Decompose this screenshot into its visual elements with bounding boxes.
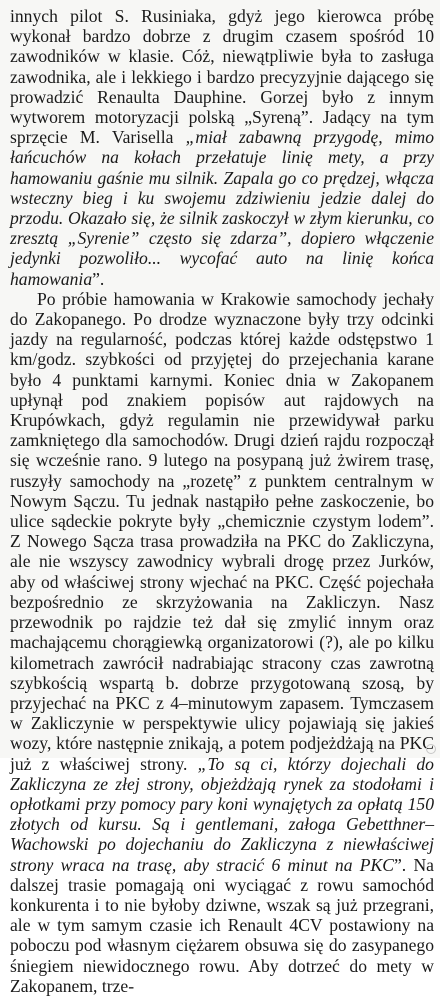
text-segment: ”. Na dalszej trasie pomagają oni wyciągać z rowu samochód konkurenta i to nie byłoby dziwne, wszak są już przegrani, ale w tym samym czasie ich Renault 4CV postawiony na poboczu pod własnym ciężarem obsuwa się do zasypanego śniegiem niewidocznego rowu. Aby dotrzeć do mety w Zakopanem, trze-: [10, 854, 434, 996]
text-segment: innych pilot S. Rusiniaka, gdyż jego kierowca próbę wykonał bardzo dobrze z drugim czasem spośród 10 zawodników w klasie. Cóż, niewątpliwie była to zasługa zawodnika, ale i lekkiego i bardzo precyzyjnie dającego się prowadzić Renaulta Dauphine. Gorzej było z innym wytworem motoryzacji polską „Syreną”. Jadący na tym sprzęcie M. Varisella: [10, 6, 434, 148]
text-segment: Po próbie hamowania w Krakowie samochody jechały do Zakopanego. Po drodze wyznaczone były trzy odcinki jazdy na regularność, podczas której każde odstępstwo 1 km/godz. szybkości od przyjętej do przejechania karane było 4 punktami karnymi. Koniec dnia w Zakopanem upłynął pod znakiem popisów aut rajdowych na Krupówkach, gdyż regulamin nie przewidywał parku zamkniętego dla samochodów. Drugi dzień rajdu rozpoczął się wcześnie rano. 9 lutego na posypaną już żwirem trasę, ruszyły samochody na „rozetę” z punktem centralnym w Nowym Sączu. Tu jednak nastąpiło pełne zaskoczenie, bo ulice sądeckie pokryte były „chemicznie czystym lodem”. Z Nowego Sącza trasa prowadziła na PKC do Zakliczyna, ale nie wszyscy zawodnicy wybrali drogę przez Jurków, aby od właściwej strony wjechać na PKC. Część pojechała bezpośrednio ze skrzyżowania na Zakliczyn. Nasz przewodnik po rajdzie też dał się zmylić innym oraz machającemu chorągiewką organizatorowi (?), ale po kilku kilometrach zawrócił nadrabiając stracony czas zawrotną szybkością wspartą b. dobrze przygotowaną szosą, by przyjechać na PKC z 4–minutowym zapasem. Tymczasem w Zakliczynie w perspektywie ulicy pojawiają się jakieś wozy, które następnie znikają, a potem podjeżdżają na PKC już z właściwej strony.: [10, 288, 434, 774]
paragraph-2: [10, 289, 434, 996]
paragraph-1: [10, 6, 434, 289]
text-segment: ”.: [92, 268, 105, 289]
scan-artifact-mark: [426, 744, 436, 754]
italic-quote-continuation: , dopiero włączenie jedynki pozwoliło... wycofać auto na linię końca hamowania: [10, 228, 435, 289]
italic-quote: „To są ci, którzy dojechali do Zakliczyna ze złej strony, objeżdżają rynek za stodołami i opłotkami przy pomocy pary koni wynajętych za opłatą 150 złotych od kursu. Są i gentlemani, załoga Gebetthner–Wachowski po dojechaniu do Zakliczyna z niewłaściwej strony wraca na trasę, aby stracić 6 minut na PKC: [10, 753, 434, 875]
italic-quote: „miał zabawną przygodę, mimo łańcuchów na kołach przełatuje linię mety, a przy hamowaniu gaśnie mu silnik. Zapala go co prędzej, włącza wsteczny bieg i ku swojemu zdziwieniu jedzie dalej do przodu. Okazało się, że silnik zaskoczył w złym kierunku, co zresztą „Syrenie” często się zdarza”: [10, 127, 434, 249]
